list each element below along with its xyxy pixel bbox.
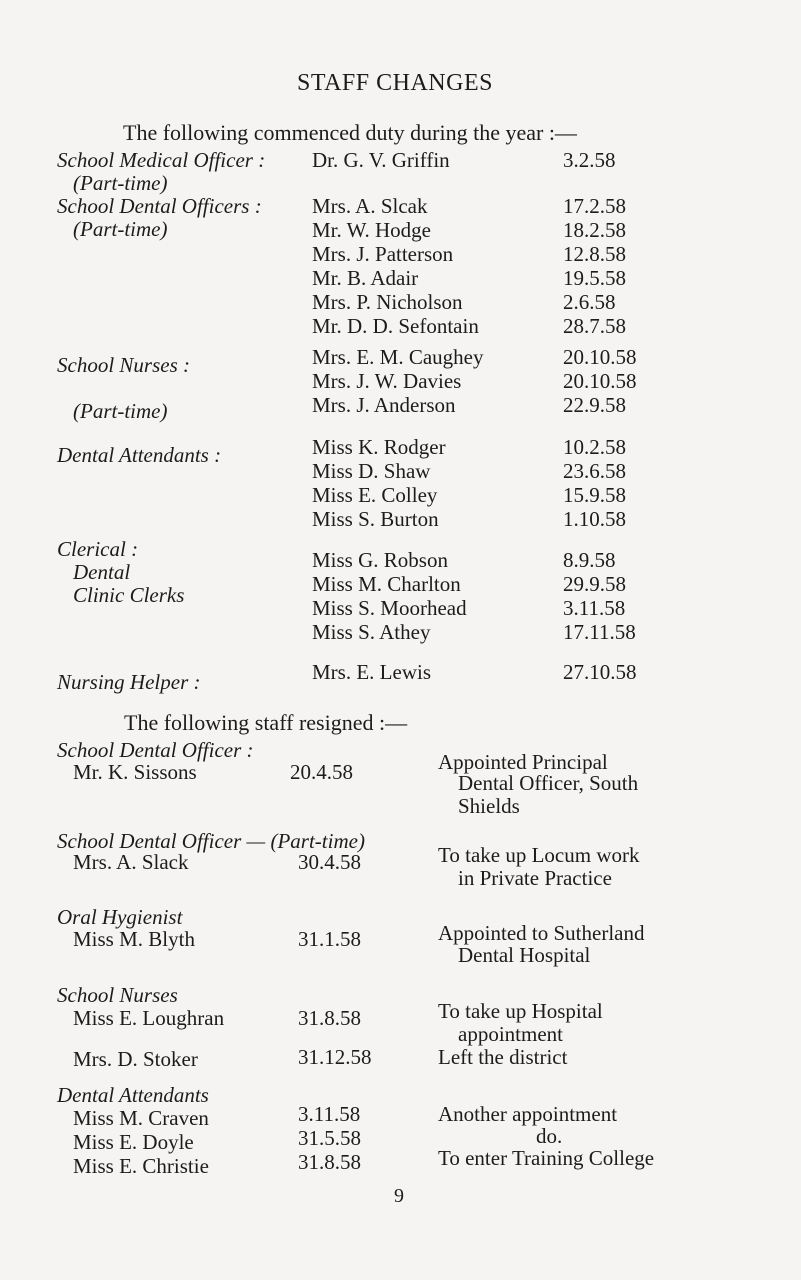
nurses-dates bbox=[563, 345, 637, 417]
resigned-nurse-name-2: Mrs. D. Stoker bbox=[73, 1047, 198, 1071]
nurses-names bbox=[312, 345, 484, 417]
list-item: Miss E. Colley bbox=[312, 483, 438, 507]
list-item: 23.6.58 bbox=[563, 459, 626, 483]
clerical-label: Clerical : bbox=[57, 537, 139, 561]
nurses-sublabel: (Part-time) bbox=[73, 399, 168, 423]
oral-hygienist-date: 31.1.58 bbox=[298, 927, 361, 951]
resigned-dental-officer-reason-3: Shields bbox=[458, 794, 520, 818]
nurses-label: School Nurses : bbox=[57, 353, 190, 377]
resigned-dental-officer-pt-name: Mrs. A. Slack bbox=[73, 850, 189, 874]
list-item: 1.10.58 bbox=[563, 507, 626, 531]
nursing-helper-label: Nursing Helper : bbox=[57, 670, 201, 694]
dental-officers-label: School Dental Officers : bbox=[57, 194, 262, 218]
resigned-dental-attendants-reason-3: To enter Training College bbox=[438, 1146, 655, 1170]
resigned-dental-officer-pt-label: School Dental Officer — (Part-time) bbox=[57, 829, 365, 853]
resigned-nurse-reason-2: Left the district bbox=[438, 1045, 568, 1069]
oral-hygienist-name: Miss M. Blyth bbox=[73, 927, 195, 951]
list-item: Mrs. E. M. Caughey bbox=[312, 345, 484, 369]
nursing-helper-date: 27.10.58 bbox=[563, 660, 637, 684]
list-item: Miss S. Moorhead bbox=[312, 596, 467, 620]
page-number: 9 bbox=[394, 1185, 404, 1207]
list-item: 8.9.58 bbox=[563, 548, 616, 572]
list-item: Miss K. Rodger bbox=[312, 435, 446, 459]
clerical-dates bbox=[563, 548, 636, 644]
intro-commenced: The following commenced duty during the year :— bbox=[123, 120, 577, 145]
list-item: Mrs. J. Anderson bbox=[312, 393, 456, 417]
resigned-dental-officer-label: School Dental Officer : bbox=[57, 738, 254, 762]
resigned-nurse-date-2: 31.12.58 bbox=[298, 1045, 372, 1069]
resigned-dental-officer-pt-date: 30.4.58 bbox=[298, 850, 361, 874]
resigned-nurses-label: School Nurses bbox=[57, 983, 178, 1007]
dental-attendants-dates bbox=[563, 435, 626, 531]
resigned-dental-officer-reason-1: Appointed Principal bbox=[438, 750, 608, 774]
list-item: 31.8.58 bbox=[298, 1150, 361, 1174]
oral-hygienist-reason-2: Dental Hospital bbox=[458, 943, 591, 967]
resigned-dental-attendants-reason-2: do. bbox=[536, 1124, 563, 1148]
list-item: 15.9.58 bbox=[563, 483, 626, 507]
list-item: Miss M. Charlton bbox=[312, 572, 461, 596]
list-item: 17.2.58 bbox=[563, 194, 626, 218]
dental-officers-dates bbox=[563, 194, 626, 338]
list-item: Miss D. Shaw bbox=[312, 459, 431, 483]
list-item: 29.9.58 bbox=[563, 572, 626, 596]
list-item: 19.5.58 bbox=[563, 266, 626, 290]
resigned-dental-officer-name: Mr. K. Sissons bbox=[73, 760, 197, 784]
oral-hygienist-label: Oral Hygienist bbox=[57, 905, 183, 929]
list-item: 22.9.58 bbox=[563, 393, 626, 417]
list-item: 2.6.58 bbox=[563, 290, 616, 314]
list-item: 20.10.58 bbox=[563, 369, 637, 393]
list-item: 28.7.58 bbox=[563, 314, 626, 338]
list-item: 20.10.58 bbox=[563, 345, 637, 369]
list-item: Miss E. Christie bbox=[73, 1154, 209, 1178]
page-title: STAFF CHANGES bbox=[297, 70, 493, 96]
resigned-dental-officer-pt-reason-2: in Private Practice bbox=[458, 866, 612, 890]
medical-officer-sublabel: (Part-time) bbox=[73, 171, 168, 195]
list-item: 18.2.58 bbox=[563, 218, 626, 242]
clerical-sublabel-1: Dental bbox=[73, 560, 131, 584]
list-item: Miss S. Burton bbox=[312, 507, 439, 531]
list-item: 3.11.58 bbox=[563, 596, 626, 620]
list-item: Mr. D. D. Sefontain bbox=[312, 314, 479, 338]
resigned-nurse-reason-1b: appointment bbox=[458, 1022, 563, 1046]
list-item: 12.8.58 bbox=[563, 242, 626, 266]
resigned-nurse-name-1: Miss E. Loughran bbox=[73, 1006, 225, 1030]
list-item: 17.11.58 bbox=[563, 620, 636, 644]
list-item: Mrs. P. Nicholson bbox=[312, 290, 463, 314]
list-item: Miss E. Doyle bbox=[73, 1130, 194, 1154]
oral-hygienist-reason-1: Appointed to Sutherland bbox=[438, 921, 645, 945]
list-item: Mrs. A. Slcak bbox=[312, 194, 428, 218]
list-item: Miss M. Craven bbox=[73, 1106, 209, 1130]
list-item: 31.5.58 bbox=[298, 1126, 361, 1150]
list-item: Miss G. Robson bbox=[312, 548, 448, 572]
list-item: Mrs. J. Patterson bbox=[312, 242, 454, 266]
clerical-sublabel-2: Clinic Clerks bbox=[73, 583, 185, 607]
nursing-helper-name: Mrs. E. Lewis bbox=[312, 660, 431, 684]
resigned-dental-attendants-dates bbox=[298, 1102, 361, 1174]
list-item: Mr. B. Adair bbox=[312, 266, 419, 290]
intro-resigned: The following staff resigned :— bbox=[124, 710, 408, 735]
clerical-names bbox=[312, 548, 467, 644]
dental-officers-names bbox=[312, 194, 479, 338]
medical-officer-name: Dr. G. V. Griffin bbox=[312, 148, 450, 172]
dental-officers-sublabel: (Part-time) bbox=[73, 217, 168, 241]
resigned-dental-attendants-label: Dental Attendants bbox=[57, 1083, 209, 1107]
dental-attendants-label: Dental Attendants : bbox=[57, 443, 222, 467]
dental-attendants-names bbox=[312, 435, 446, 531]
resigned-dental-officer-reason-2: Dental Officer, South bbox=[458, 771, 639, 795]
resigned-nurse-reason-1a: To take up Hospital bbox=[438, 999, 603, 1023]
medical-officer-date: 3.2.58 bbox=[563, 148, 616, 172]
medical-officer-label: School Medical Officer : bbox=[57, 148, 266, 172]
resigned-nurse-date-1: 31.8.58 bbox=[298, 1006, 361, 1030]
resigned-dental-attendants-reason-1: Another appointment bbox=[438, 1102, 618, 1126]
resigned-dental-attendants-names bbox=[73, 1106, 209, 1178]
list-item: Mr. W. Hodge bbox=[312, 218, 432, 242]
resigned-dental-officer-date: 20.4.58 bbox=[290, 760, 353, 784]
resigned-dental-officer-pt-reason-1: To take up Locum work bbox=[438, 843, 640, 867]
list-item: 3.11.58 bbox=[298, 1102, 361, 1126]
list-item: 10.2.58 bbox=[563, 435, 626, 459]
list-item: Miss S. Athey bbox=[312, 620, 431, 644]
list-item: Mrs. J. W. Davies bbox=[312, 369, 462, 393]
